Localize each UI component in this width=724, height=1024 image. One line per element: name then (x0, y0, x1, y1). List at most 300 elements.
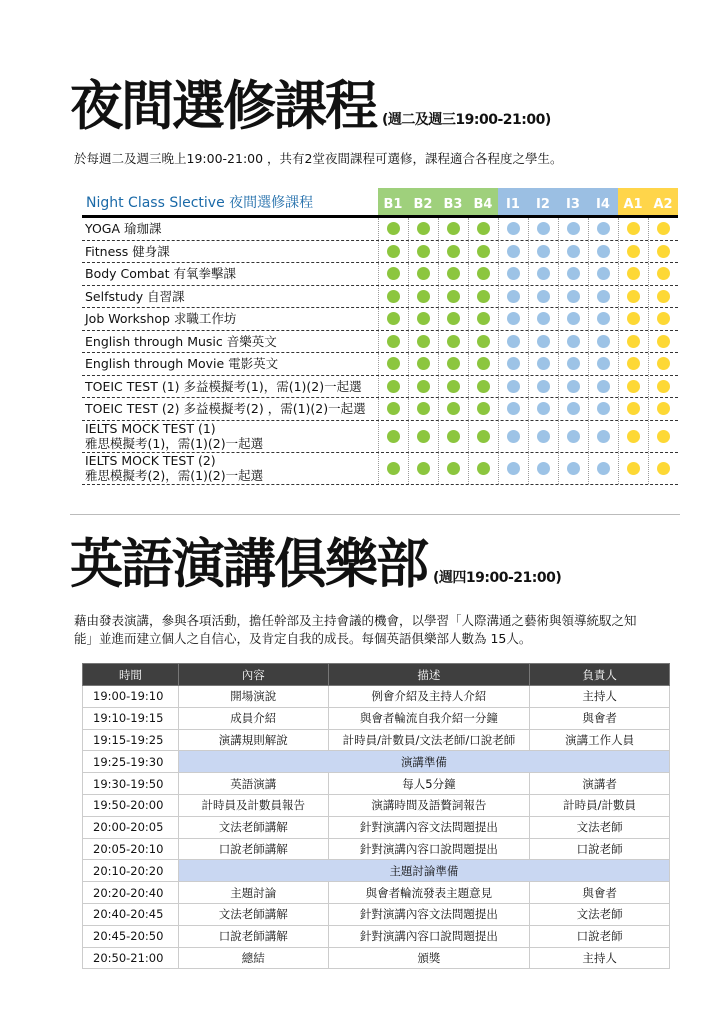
time-cell: 19:00-19:10 (83, 686, 179, 708)
table-row (83, 816, 670, 838)
level-cell (528, 263, 558, 285)
available-dot-icon (657, 462, 670, 475)
available-dot-icon (567, 267, 580, 280)
table-row (83, 686, 670, 708)
level-cell (498, 218, 528, 240)
speech-club-table (82, 663, 670, 969)
content-cell: 總結 (178, 947, 328, 969)
level-cell (408, 286, 438, 308)
available-dot-icon (657, 290, 670, 303)
level-cell (408, 376, 438, 398)
available-dot-icon (567, 462, 580, 475)
level-cell (438, 331, 468, 353)
level-cell (588, 218, 618, 240)
level-cell (438, 421, 468, 452)
available-dot-icon (417, 290, 430, 303)
course-name (82, 453, 378, 484)
level-cell (498, 453, 528, 484)
course-name (82, 331, 378, 353)
available-dot-icon (387, 335, 400, 348)
available-dot-icon (657, 222, 670, 235)
level-cell (498, 398, 528, 420)
available-dot-icon (597, 430, 610, 443)
available-dot-icon (387, 267, 400, 280)
available-dot-icon (597, 380, 610, 393)
time-cell: 20:50-21:00 (83, 947, 179, 969)
available-dot-icon (447, 462, 460, 475)
available-dot-icon (567, 222, 580, 235)
content-cell: 口說老師講解 (178, 925, 328, 947)
course-name-line1: TOEIC TEST (2) 多益模擬考(2) ，需(1)(2)一起選 (85, 401, 366, 417)
available-dot-icon (567, 290, 580, 303)
course-name (82, 353, 378, 375)
level-cell (618, 398, 648, 420)
available-dot-icon (627, 267, 640, 280)
table-row (83, 882, 670, 904)
available-dot-icon (537, 312, 550, 325)
available-dot-icon (627, 335, 640, 348)
available-dot-icon (507, 267, 520, 280)
available-dot-icon (477, 222, 490, 235)
level-cell (618, 453, 648, 484)
owner-cell: 文法老師 (530, 816, 670, 838)
description-cell: 演講時間及語贅詞報告 (328, 794, 530, 816)
level-cell (528, 353, 558, 375)
level-cell (528, 421, 558, 452)
available-dot-icon (537, 335, 550, 348)
description-cell: 計時員/計數員/文法老師/口說老師 (328, 729, 530, 751)
available-dot-icon (597, 357, 610, 370)
level-header-a2: A2 (648, 188, 678, 215)
table-header-row (83, 664, 670, 686)
course-row (82, 353, 678, 376)
level-cell (558, 263, 588, 285)
level-cell (648, 331, 678, 353)
description-cell: 針對演講內容口說問題提出 (328, 838, 530, 860)
level-cell (498, 353, 528, 375)
level-cell (378, 376, 408, 398)
level-cell (618, 331, 648, 353)
level-cell (618, 263, 648, 285)
table-row (83, 794, 670, 816)
available-dot-icon (597, 267, 610, 280)
night-class-intro: 於每週二及週三晚上19:00-21:00 ，共有2堂夜間課程可選修，課程適合各程度之學生。 (74, 151, 563, 166)
available-dot-icon (417, 245, 430, 258)
level-cell (378, 421, 408, 452)
table-row (83, 751, 670, 773)
available-dot-icon (507, 380, 520, 393)
available-dot-icon (447, 357, 460, 370)
available-dot-icon (447, 267, 460, 280)
course-name (82, 218, 378, 240)
available-dot-icon (477, 380, 490, 393)
available-dot-icon (387, 312, 400, 325)
available-dot-icon (507, 430, 520, 443)
course-name (82, 286, 378, 308)
available-dot-icon (417, 462, 430, 475)
available-dot-icon (387, 430, 400, 443)
level-cell (498, 286, 528, 308)
owner-cell: 口說老師 (530, 925, 670, 947)
course-name (82, 421, 378, 452)
course-name-line1: YOGA 瑜珈課 (85, 221, 162, 237)
available-dot-icon (417, 267, 430, 280)
section-divider (70, 514, 680, 515)
course-row (82, 421, 678, 453)
level-cell (588, 376, 618, 398)
level-cell (588, 286, 618, 308)
time-cell: 20:20-20:40 (83, 882, 179, 904)
level-cell (648, 453, 678, 484)
level-cell (648, 353, 678, 375)
available-dot-icon (567, 335, 580, 348)
header-description: 描述 (328, 664, 530, 686)
level-cell (648, 308, 678, 330)
level-cell (438, 353, 468, 375)
available-dot-icon (567, 402, 580, 415)
level-cell (468, 376, 498, 398)
level-cell (528, 308, 558, 330)
available-dot-icon (537, 267, 550, 280)
level-cell (558, 218, 588, 240)
level-cell (588, 453, 618, 484)
table-row (83, 903, 670, 925)
break-cell: 演講準備 (178, 751, 669, 773)
course-name (82, 263, 378, 285)
speech-club-intro: 藉由發表演講，參與各項活動，擔任幹部及主持會議的機會，以學習「人際溝通之藝術與領導統馭之知能」並進而建立個人之自信心，及肯定自我的成長。每個英語俱樂部人數為 15人。 (74, 613, 637, 646)
available-dot-icon (387, 222, 400, 235)
course-name (82, 308, 378, 330)
available-dot-icon (657, 380, 670, 393)
available-dot-icon (627, 462, 640, 475)
available-dot-icon (657, 312, 670, 325)
level-cell (438, 398, 468, 420)
course-name-line1: Selfstudy 自習課 (85, 288, 185, 304)
level-cell (408, 398, 438, 420)
course-name-line1: Body Combat 有氧拳擊課 (85, 266, 237, 282)
header-content: 內容 (178, 664, 328, 686)
course-name (82, 398, 378, 420)
available-dot-icon (537, 402, 550, 415)
level-cell (528, 241, 558, 263)
description-cell: 與會者輪流發表主題意見 (328, 882, 530, 904)
course-row (82, 263, 678, 286)
available-dot-icon (447, 402, 460, 415)
level-cell (588, 331, 618, 353)
available-dot-icon (537, 430, 550, 443)
available-dot-icon (387, 290, 400, 303)
level-cell (618, 353, 648, 375)
course-name-line1: English through Music 音樂英文 (85, 333, 277, 349)
course-name-line1: IELTS MOCK TEST (1) (85, 421, 216, 436)
available-dot-icon (507, 357, 520, 370)
available-dot-icon (537, 290, 550, 303)
available-dot-icon (477, 245, 490, 258)
time-cell: 20:10-20:20 (83, 860, 179, 882)
level-cell (618, 376, 648, 398)
level-cell (468, 331, 498, 353)
level-cell (648, 241, 678, 263)
available-dot-icon (657, 245, 670, 258)
level-cell (558, 241, 588, 263)
level-cell (438, 218, 468, 240)
available-dot-icon (477, 402, 490, 415)
table-row (83, 838, 670, 860)
content-cell: 成員介紹 (178, 707, 328, 729)
level-cell (408, 218, 438, 240)
available-dot-icon (507, 402, 520, 415)
table-row (83, 729, 670, 751)
available-dot-icon (447, 245, 460, 258)
available-dot-icon (657, 357, 670, 370)
level-header-i3: I3 (558, 188, 588, 215)
content-cell: 計時員及計數員報告 (178, 794, 328, 816)
level-cell (528, 286, 558, 308)
level-cell (528, 453, 558, 484)
matrix-header (82, 188, 678, 218)
level-cell (588, 308, 618, 330)
level-header-i4: I4 (588, 188, 618, 215)
content-cell: 演講規則解說 (178, 729, 328, 751)
available-dot-icon (507, 335, 520, 348)
available-dot-icon (627, 222, 640, 235)
content-cell: 英語演講 (178, 773, 328, 795)
available-dot-icon (447, 290, 460, 303)
available-dot-icon (627, 357, 640, 370)
break-cell: 主題討論準備 (178, 860, 669, 882)
available-dot-icon (447, 335, 460, 348)
level-header-b1: B1 (378, 188, 408, 215)
level-cell (438, 263, 468, 285)
available-dot-icon (477, 462, 490, 475)
level-cell (648, 286, 678, 308)
available-dot-icon (657, 335, 670, 348)
level-cell (438, 241, 468, 263)
level-cell (588, 241, 618, 263)
available-dot-icon (477, 290, 490, 303)
available-dot-icon (387, 462, 400, 475)
matrix-title: Night Class Slective 夜間選修課程 (86, 195, 314, 211)
level-cell (468, 218, 498, 240)
table-row (83, 947, 670, 969)
level-cell (558, 353, 588, 375)
available-dot-icon (417, 430, 430, 443)
content-cell: 主題討論 (178, 882, 328, 904)
level-cell (408, 421, 438, 452)
course-name-line1: IELTS MOCK TEST (2) (85, 453, 216, 468)
owner-cell: 與會者 (530, 882, 670, 904)
speech-club-schedule: (週四19:00-21:00) (433, 570, 562, 586)
available-dot-icon (567, 245, 580, 258)
page-title: 夜間選修課程 (70, 76, 376, 137)
available-dot-icon (657, 402, 670, 415)
course-name-line2: 雅思模擬考(1)，需(1)(2)一起選 (85, 436, 264, 451)
course-name-line1: TOEIC TEST (1) 多益模擬考(1)，需(1)(2)一起選 (85, 378, 362, 394)
available-dot-icon (417, 222, 430, 235)
available-dot-icon (447, 430, 460, 443)
available-dot-icon (447, 222, 460, 235)
available-dot-icon (537, 462, 550, 475)
level-cell (468, 286, 498, 308)
level-cell (408, 263, 438, 285)
level-cell (588, 263, 618, 285)
available-dot-icon (567, 380, 580, 393)
level-cell (498, 308, 528, 330)
level-cell (408, 453, 438, 484)
level-cell (438, 376, 468, 398)
level-cell (408, 241, 438, 263)
available-dot-icon (567, 430, 580, 443)
available-dot-icon (597, 312, 610, 325)
available-dot-icon (387, 245, 400, 258)
available-dot-icon (387, 357, 400, 370)
available-dot-icon (387, 402, 400, 415)
course-name (82, 241, 378, 263)
level-cell (378, 218, 408, 240)
time-cell: 20:40-20:45 (83, 903, 179, 925)
owner-cell: 文法老師 (530, 903, 670, 925)
available-dot-icon (387, 380, 400, 393)
level-cell (618, 421, 648, 452)
level-cell (648, 376, 678, 398)
course-name-line1: Fitness 健身課 (85, 243, 170, 259)
level-cell (558, 286, 588, 308)
night-class-matrix (82, 188, 678, 485)
level-cell (528, 218, 558, 240)
level-cell (618, 308, 648, 330)
level-cell (468, 398, 498, 420)
available-dot-icon (657, 267, 670, 280)
available-dot-icon (507, 222, 520, 235)
level-cell (468, 453, 498, 484)
table-row (83, 925, 670, 947)
available-dot-icon (627, 380, 640, 393)
content-cell: 文法老師講解 (178, 816, 328, 838)
course-name (82, 376, 378, 398)
level-cell (588, 353, 618, 375)
level-header-a1: A1 (618, 188, 648, 215)
level-cell (588, 421, 618, 452)
available-dot-icon (657, 430, 670, 443)
course-row (82, 453, 678, 485)
table-row (83, 707, 670, 729)
course-row (82, 218, 678, 241)
available-dot-icon (507, 245, 520, 258)
time-cell: 20:05-20:10 (83, 838, 179, 860)
course-name-line1: Job Workshop 求職工作坊 (85, 311, 237, 327)
course-name-line1: English through Movie 電影英文 (85, 356, 279, 372)
available-dot-icon (627, 245, 640, 258)
available-dot-icon (597, 402, 610, 415)
level-cell (408, 331, 438, 353)
level-cell (378, 331, 408, 353)
level-cell (558, 331, 588, 353)
level-cell (378, 398, 408, 420)
available-dot-icon (417, 312, 430, 325)
available-dot-icon (537, 357, 550, 370)
available-dot-icon (447, 380, 460, 393)
content-cell: 文法老師講解 (178, 903, 328, 925)
course-row (82, 398, 678, 421)
owner-cell: 口說老師 (530, 838, 670, 860)
level-cell (378, 453, 408, 484)
owner-cell: 演講工作人員 (530, 729, 670, 751)
level-cell (498, 263, 528, 285)
level-cell (558, 376, 588, 398)
level-cell (378, 263, 408, 285)
course-row (82, 376, 678, 399)
available-dot-icon (537, 222, 550, 235)
course-row (82, 241, 678, 264)
available-dot-icon (507, 462, 520, 475)
level-cell (558, 398, 588, 420)
available-dot-icon (477, 357, 490, 370)
level-cell (558, 453, 588, 484)
description-cell: 例會介紹及主持人介紹 (328, 686, 530, 708)
level-cell (438, 286, 468, 308)
course-row (82, 308, 678, 331)
level-cell (648, 263, 678, 285)
level-cell (528, 376, 558, 398)
level-cell (468, 353, 498, 375)
available-dot-icon (567, 357, 580, 370)
owner-cell: 演講者 (530, 773, 670, 795)
available-dot-icon (507, 290, 520, 303)
level-header-b2: B2 (408, 188, 438, 215)
available-dot-icon (597, 290, 610, 303)
course-name-line2: 雅思模擬考(2)，需(1)(2)一起選 (85, 468, 264, 483)
time-cell: 20:45-20:50 (83, 925, 179, 947)
level-cell (618, 218, 648, 240)
available-dot-icon (477, 267, 490, 280)
level-header-b4: B4 (468, 188, 498, 215)
available-dot-icon (507, 312, 520, 325)
level-cell (438, 308, 468, 330)
available-dot-icon (597, 462, 610, 475)
level-header-i1: I1 (498, 188, 528, 215)
description-cell: 針對演講內容口說問題提出 (328, 925, 530, 947)
night-class-heading (70, 76, 551, 137)
description-cell: 每人5分鐘 (328, 773, 530, 795)
description-cell: 針對演講內容文法問題提出 (328, 903, 530, 925)
level-cell (378, 353, 408, 375)
level-header-i2: I2 (528, 188, 558, 215)
available-dot-icon (627, 402, 640, 415)
level-cell (558, 421, 588, 452)
level-cell (468, 308, 498, 330)
level-cell (618, 286, 648, 308)
content-cell: 口說老師講解 (178, 838, 328, 860)
level-cell (468, 241, 498, 263)
level-cell (588, 398, 618, 420)
available-dot-icon (627, 430, 640, 443)
time-cell: 19:10-19:15 (83, 707, 179, 729)
time-cell: 19:25-19:30 (83, 751, 179, 773)
level-cell (468, 263, 498, 285)
level-cell (408, 308, 438, 330)
level-cell (648, 398, 678, 420)
header-time: 時間 (83, 664, 179, 686)
owner-cell: 與會者 (530, 707, 670, 729)
level-cell (498, 421, 528, 452)
course-row (82, 286, 678, 309)
level-cell (498, 331, 528, 353)
available-dot-icon (417, 335, 430, 348)
speech-club-heading (70, 534, 562, 595)
header-owner: 負責人 (530, 664, 670, 686)
time-cell: 19:50-20:00 (83, 794, 179, 816)
available-dot-icon (417, 402, 430, 415)
